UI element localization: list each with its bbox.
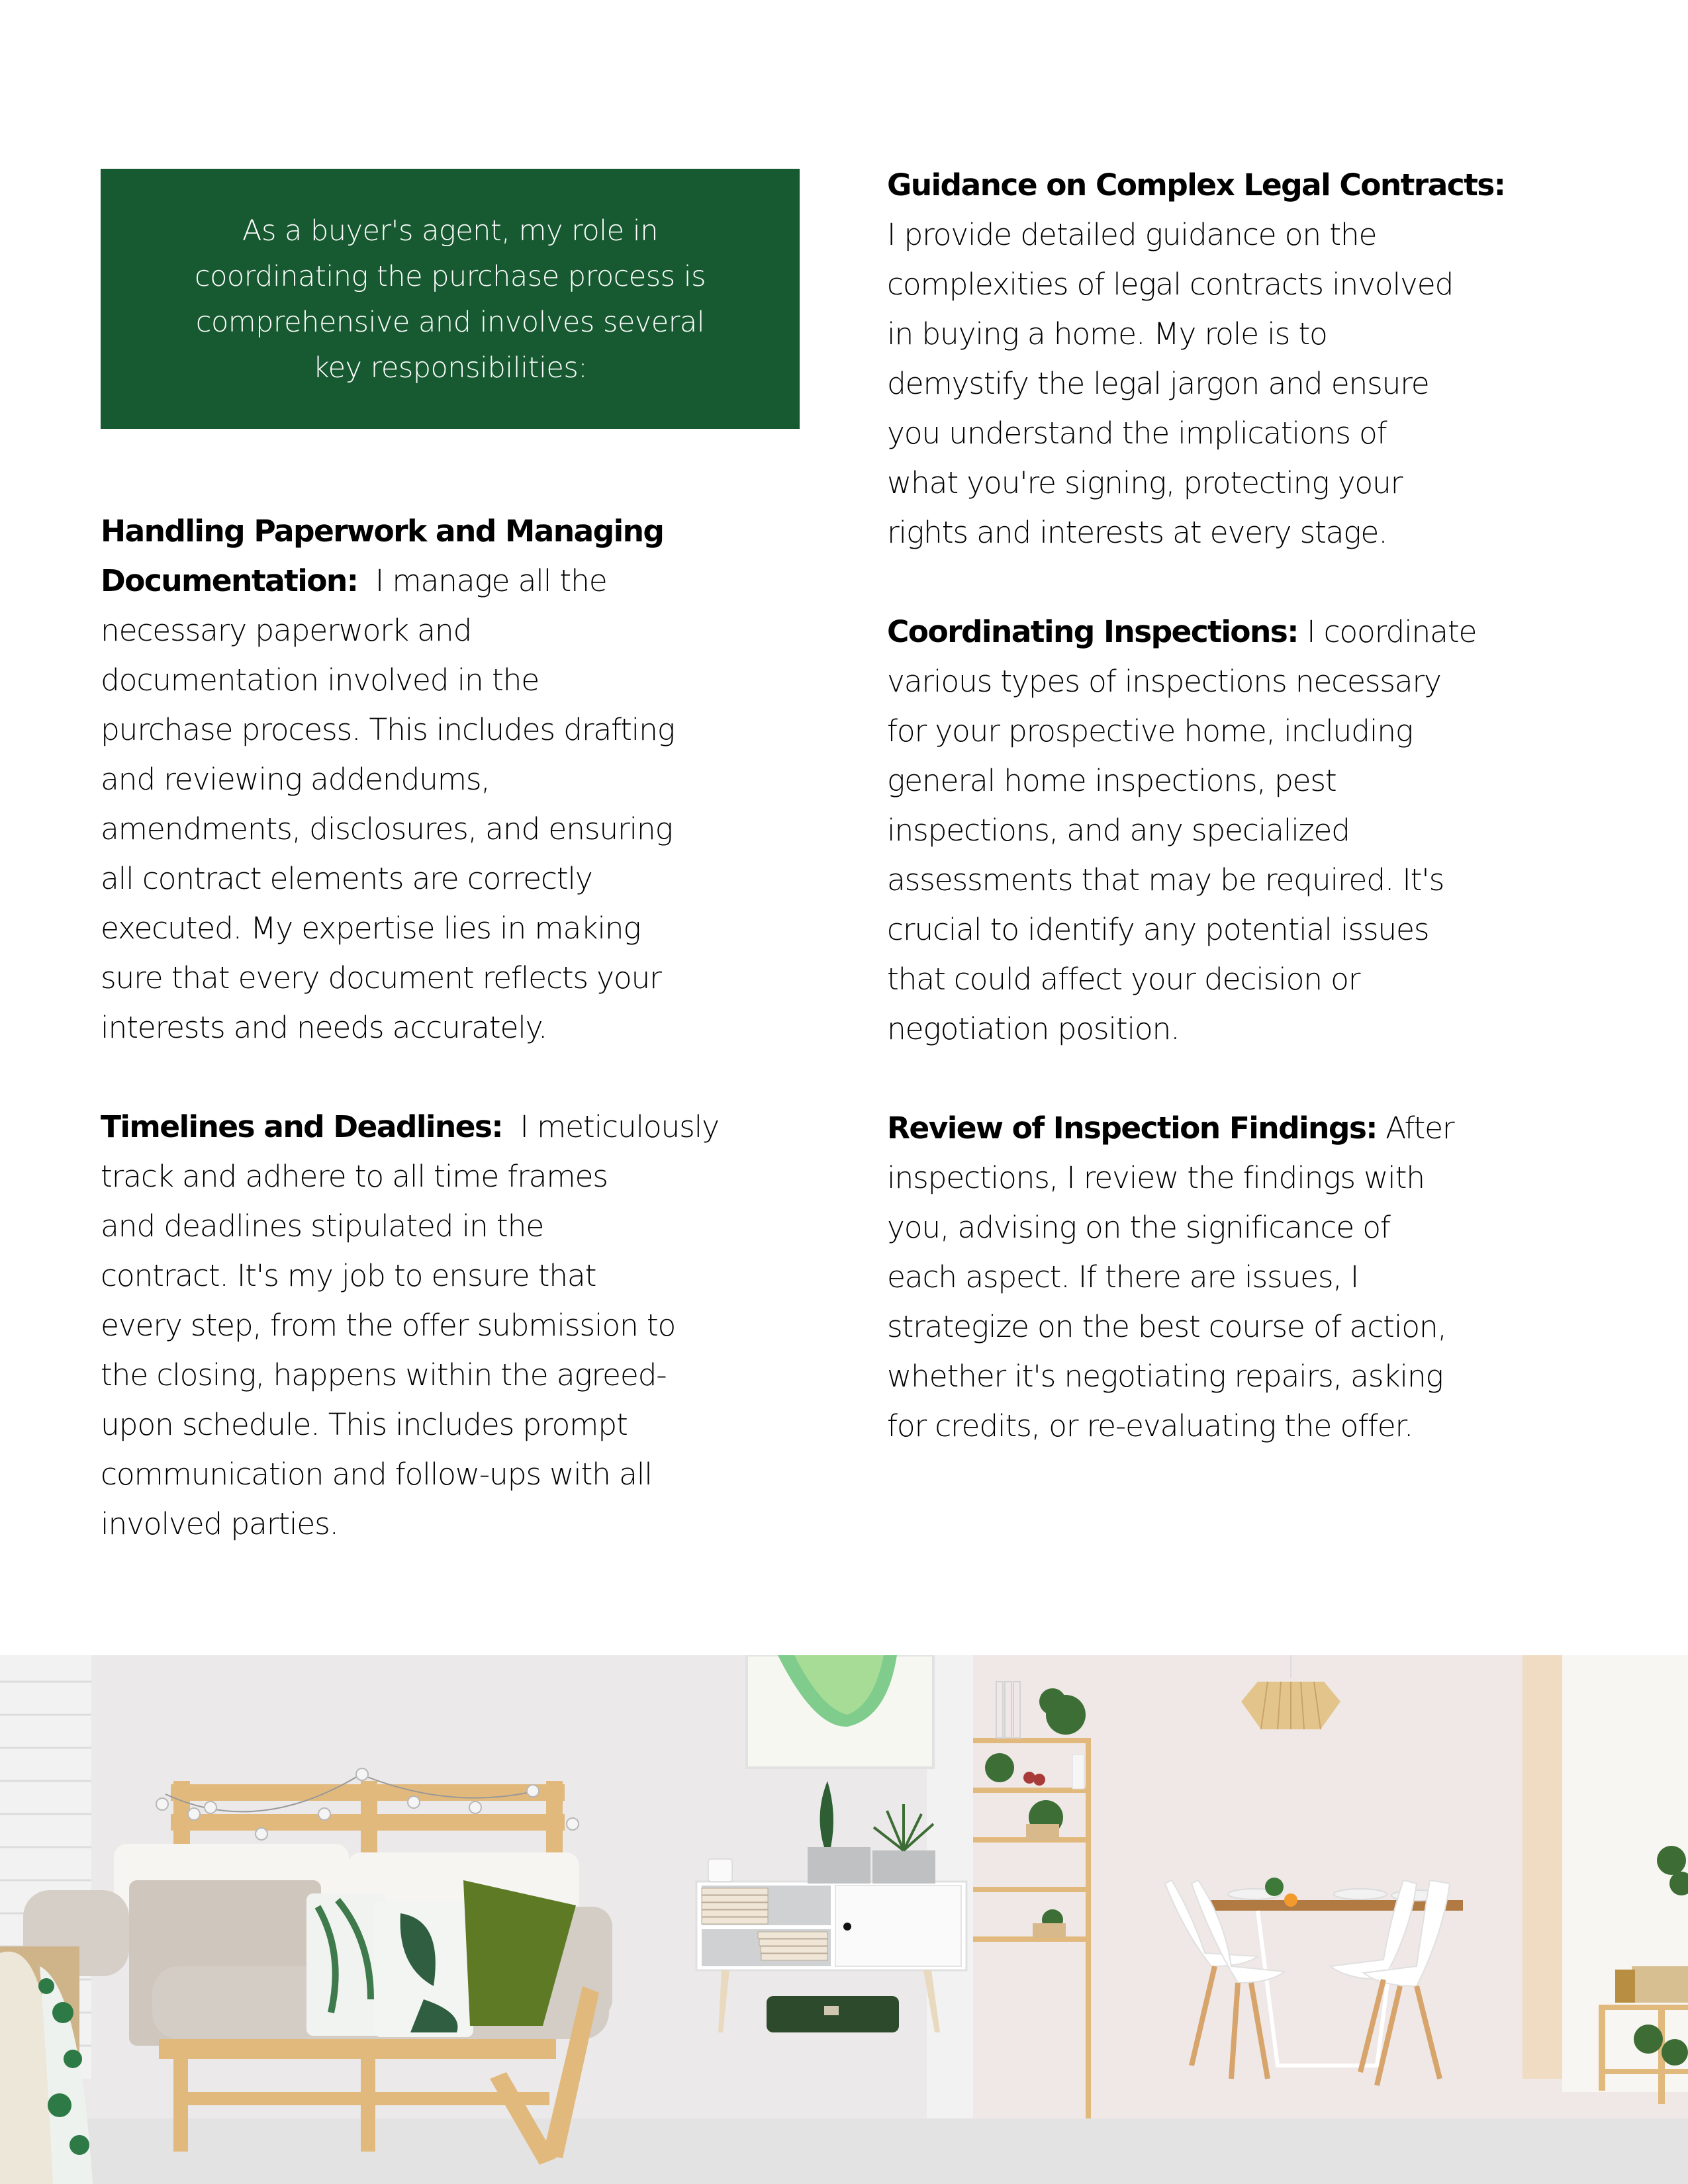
body-text: in buying a home. My role is to xyxy=(887,316,1327,351)
text-line xyxy=(887,855,1595,905)
text-line xyxy=(101,1400,809,1449)
body-text: I provide detailed guidance on the xyxy=(887,217,1377,252)
body-text: demystify the legal jargon and ensure xyxy=(887,366,1429,401)
body-text: all contract elements are correctly xyxy=(101,861,592,896)
text-line xyxy=(887,210,1595,259)
body-text: inspections, I review the findings with xyxy=(887,1160,1425,1195)
section-handling-paperwork-and-managing-documentation xyxy=(101,506,809,1052)
body-text: involved parties. xyxy=(101,1506,338,1541)
body-text: for credits, or re-evaluating the offer. xyxy=(887,1408,1413,1443)
body-text: rights and interests at every stage. xyxy=(887,515,1387,550)
body-text: each aspect. If there are issues, I xyxy=(887,1259,1359,1295)
body-text: interests and needs accurately. xyxy=(101,1010,547,1045)
interior-photo xyxy=(0,1655,1688,2184)
text-line xyxy=(101,1251,809,1300)
text-line xyxy=(101,903,809,953)
text-line xyxy=(101,754,809,804)
section-heading: Coordinating Inspections: xyxy=(887,614,1298,649)
section-heading: Guidance on Complex Legal Contracts: xyxy=(887,167,1505,203)
text-line xyxy=(887,458,1595,508)
section-review-of-inspection-findings xyxy=(887,1103,1595,1451)
text-line xyxy=(887,259,1595,309)
text-line xyxy=(101,606,809,655)
callout-line: coordinating the purchase process is xyxy=(194,260,706,293)
body-text: amendments, disclosures, and ensuring xyxy=(101,811,673,846)
intro-callout-box xyxy=(101,169,800,429)
text-line xyxy=(101,655,809,705)
text-line xyxy=(887,408,1595,458)
body-text: what you're signing, protecting your xyxy=(887,465,1403,500)
text-line xyxy=(887,508,1595,557)
text-line xyxy=(101,705,809,754)
text-line xyxy=(101,1003,809,1052)
body-text: for your prospective home, including xyxy=(887,713,1413,749)
body-text: and reviewing addendums, xyxy=(101,762,490,797)
section-heading: Documentation: xyxy=(101,563,358,598)
body-text: you understand the implications of xyxy=(887,416,1387,451)
text-line xyxy=(887,756,1595,805)
body-text: track and adhere to all time frames xyxy=(101,1159,608,1194)
body-text: general home inspections, pest xyxy=(887,763,1336,798)
section-heading: Timelines and Deadlines: xyxy=(101,1109,502,1144)
body-text: I meticulously xyxy=(502,1109,719,1144)
body-text: sure that every document reflects your xyxy=(101,960,661,995)
body-text: various types of inspections necessary xyxy=(887,664,1441,699)
text-line xyxy=(887,607,1595,657)
text-line xyxy=(887,1302,1595,1351)
body-text: assessments that may be required. It's xyxy=(887,862,1444,897)
text-line xyxy=(101,1499,809,1549)
text-line xyxy=(887,1153,1595,1203)
text-line xyxy=(887,1252,1595,1302)
section-heading: Handling Paperwork and Managing xyxy=(101,514,664,549)
text-line xyxy=(101,1152,809,1201)
text-line xyxy=(101,556,809,606)
body-text: every step, from the offer submission to xyxy=(101,1308,676,1343)
text-line xyxy=(101,1102,809,1152)
text-line xyxy=(887,954,1595,1004)
text-line xyxy=(101,854,809,903)
section-guidance-on-complex-legal-contracts xyxy=(887,160,1595,557)
section-timelines-and-deadlines xyxy=(101,1102,809,1549)
body-text: contract. It's my job to ensure that xyxy=(101,1258,596,1293)
body-text: the closing, happens within the agreed- xyxy=(101,1357,667,1392)
body-text: inspections, and any specialized xyxy=(887,813,1350,848)
right-column xyxy=(887,160,1595,1500)
body-text: whether it's negotiating repairs, asking xyxy=(887,1359,1443,1394)
body-text: negotiation position. xyxy=(887,1011,1180,1046)
callout-line: comprehensive and involves several xyxy=(195,306,705,339)
body-text: communication and follow-ups with all xyxy=(101,1457,652,1492)
body-text: executed. My expertise lies in making xyxy=(101,911,641,946)
text-line xyxy=(101,953,809,1003)
text-line xyxy=(101,804,809,854)
body-text: crucial to identify any potential issues xyxy=(887,912,1429,947)
left-column xyxy=(101,506,809,1598)
body-text: that could affect your decision or xyxy=(887,962,1360,997)
text-line xyxy=(101,1350,809,1400)
body-text: complexities of legal contracts involved xyxy=(887,267,1454,302)
text-line xyxy=(887,1351,1595,1401)
callout-line: As a buyer's agent, my role in xyxy=(242,214,658,248)
text-line xyxy=(887,1203,1595,1252)
text-line xyxy=(887,160,1595,210)
text-line xyxy=(887,657,1595,706)
text-line xyxy=(887,805,1595,855)
body-text: I manage all the xyxy=(357,563,607,598)
text-line xyxy=(101,1201,809,1251)
text-line xyxy=(101,1300,809,1350)
text-line xyxy=(101,1449,809,1499)
text-line xyxy=(101,506,809,556)
body-text: documentation involved in the xyxy=(101,662,539,698)
interior-photo-illustration xyxy=(0,1655,1688,2184)
text-line xyxy=(887,706,1595,756)
body-text: strategize on the best course of action, xyxy=(887,1309,1446,1344)
text-line xyxy=(887,1401,1595,1451)
body-text: necessary paperwork and xyxy=(101,613,472,648)
text-line xyxy=(887,1004,1595,1054)
text-line xyxy=(887,905,1595,954)
body-text: I coordinate xyxy=(1297,614,1477,649)
body-text: purchase process. This includes drafting xyxy=(101,712,675,747)
section-coordinating-inspections xyxy=(887,607,1595,1054)
text-line xyxy=(887,309,1595,359)
section-heading: Review of Inspection Findings: xyxy=(887,1111,1377,1146)
body-text: and deadlines stipulated in the xyxy=(101,1208,544,1244)
body-text: After xyxy=(1376,1111,1454,1146)
callout-line: key responsibilities: xyxy=(312,351,588,385)
text-line xyxy=(887,359,1595,408)
body-text: you, advising on the significance of xyxy=(887,1210,1390,1245)
body-text: upon schedule. This includes prompt xyxy=(101,1407,628,1442)
text-line xyxy=(887,1103,1595,1153)
